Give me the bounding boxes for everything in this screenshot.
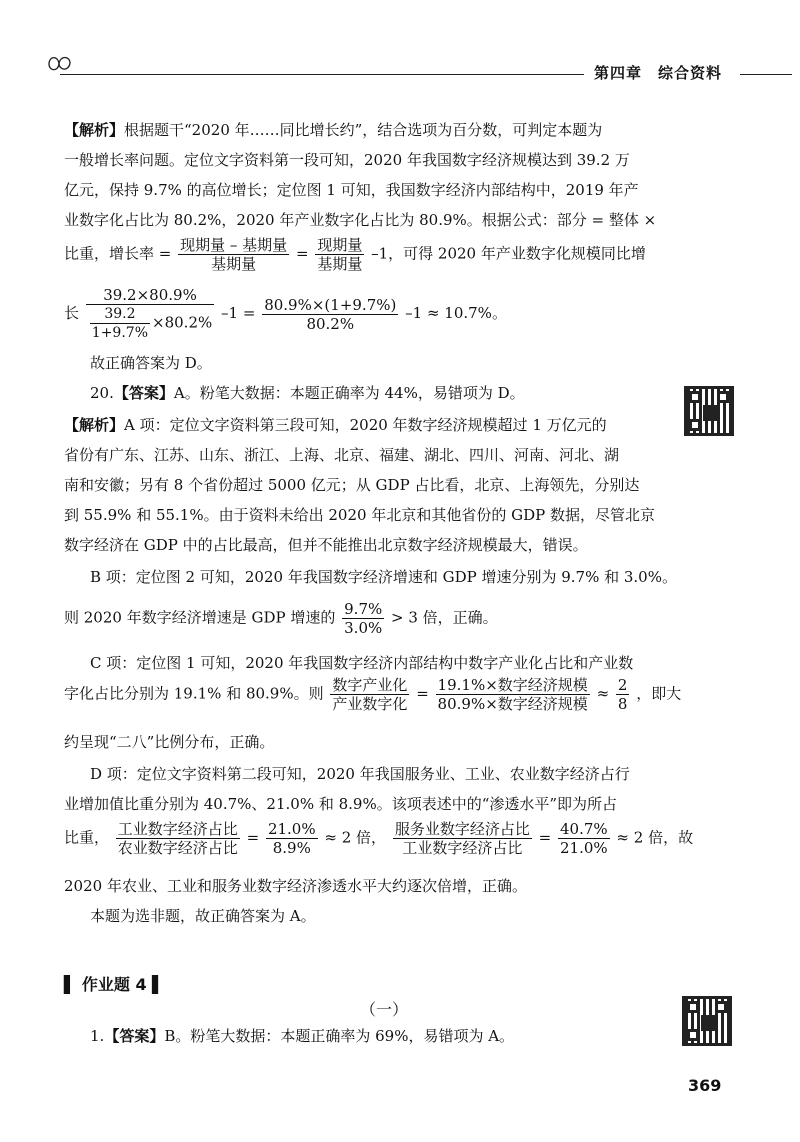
fraction: [616, 676, 630, 713]
text: > 3 倍，正确。: [391, 608, 498, 627]
fraction: [86, 286, 214, 342]
text: 字化占比分别为 19.1% 和 80.9%。则: [64, 684, 324, 703]
p1-line-7: 故正确答案为 D。: [90, 354, 212, 372]
chapter-title: 第四章 综合资料: [594, 64, 723, 82]
text: 比重，增长率 =: [64, 244, 172, 263]
text: =: [295, 244, 309, 263]
text: –1，可得 2020 年产业数字化规模同比增: [371, 244, 646, 263]
numerator: 39.2×80.9%: [86, 286, 214, 305]
denominator: [86, 305, 214, 342]
q20-d-line-3: 比重， $\frac{\text{工业数字经济占比}}{\text{农业数字经济占比}}$ = $\frac{21.0\%}{8.9\%}$ ≈ 2 倍， $\frac{\text{服务业数字经济占比}}{\text{工业数字经济占比}}$ = $\frac{40.7\%}{21.0\%}$ ≈ 2 倍，故: [64, 820, 694, 857]
q20-a-line-4: 到 55.9% 和 55.1%。由于资料未给出 2020 年北京和其他省份的 GDP 数据，尽管北京: [64, 506, 655, 524]
q20-d-line-4: 2020 年农业、工业和服务业数字经济渗透水平大约逐次倍增，正确。: [64, 877, 527, 895]
q20-a-line-3: 南和安徽；另有 8 个省份超过 5000 亿元；从 GDP 占比看，北京、上海领先，分别达: [64, 476, 640, 494]
numerator: 40.7%: [559, 820, 608, 838]
denominator: 工业数字经济占比: [402, 839, 523, 857]
text: ×80.2%: [152, 313, 213, 332]
q20-d-line-1: D 项：定位文字资料第二段可知，2020 年我国服务业、工业、农业数字经济占行: [90, 765, 630, 783]
text: A。粉笔大数据：本题正确率为 44%，易错项为 D。: [173, 384, 525, 402]
question-number: 20.: [90, 384, 114, 402]
answer-tag: 【答案】: [113, 384, 174, 402]
fraction: [342, 600, 384, 637]
p1-line-6-formula: [64, 286, 507, 342]
page-number: 369: [688, 1076, 722, 1095]
q20-c-line-2: 字化占比分别为 19.1% 和 80.9%。则 $\frac{\text{数字产业化}}{\text{产业数字化}}$ = $\frac{\text{19.1\%×数字经济规模}}{\text{80.9\%×数字经济规模}}$ ≈ $\frac{2}{8}$ ，即大: [64, 676, 682, 713]
numerator: 数字产业化: [332, 676, 408, 694]
denominator: 8: [617, 695, 628, 713]
q20-c-line-3: 约呈现“二八”比例分布，正确。: [64, 733, 275, 751]
numerator: 2: [617, 676, 628, 694]
p1-line-3: 亿元，保持 9.7% 的高位增长；定位图 1 可知，我国数字经济内部结构中，2019 年产: [64, 181, 639, 199]
q20-b-line-2: [64, 600, 498, 637]
q20-a-line-1: [64, 415, 607, 435]
q20-c-line-1: C 项：定位图 1 可知，2020 年我国数字经济内部结构中数字产业化占比和产业数: [90, 654, 634, 672]
denominator: 产业数字化: [332, 695, 408, 713]
numerator: 21.0%: [267, 820, 316, 838]
denominator: 21.0%: [559, 839, 608, 857]
q20-b-line-1: B 项：定位图 2 可知，2020 年我国数字经济增速和 GDP 增速分别为 9.7% 和 3.0%。: [90, 568, 677, 586]
fraction: [558, 820, 610, 857]
qr-code-icon: [684, 386, 734, 436]
denominator: 基期量: [211, 255, 257, 273]
text: –1 ≈ 10.7%。: [405, 304, 507, 322]
section-title: ▌ 作业题 4 ▌: [64, 975, 165, 994]
q20-a-line-2: 省份有广东、江苏、山东、浙江、上海、北京、福建、湖北、四川、河南、河北、湖: [64, 446, 620, 464]
text: ，即大: [636, 684, 682, 703]
q20-conclusion: 本题为选非题，故正确答案为 A。: [90, 907, 316, 925]
text: –1 =: [221, 304, 256, 322]
fraction: [436, 676, 590, 713]
p1-line-5-formula: [64, 236, 646, 273]
numerator: 80.9%×(1+9.7%): [264, 295, 397, 314]
denominator: 8.9%: [272, 839, 311, 857]
analysis-tag: 【解析】: [64, 121, 125, 139]
p1-line-4: 业数字化占比为 80.2%，2020 年产业数字化占比为 80.9%。根据公式：部分 = 整体 ×: [64, 211, 657, 229]
p1-line-2: 一般增长率问题。定位文字资料第一段可知，2020 年我国数字经济规模达到 39.2 万: [64, 151, 630, 169]
text: 长: [64, 304, 80, 322]
question-number: 1.: [90, 1027, 105, 1045]
header-rule: [60, 74, 584, 75]
denominator: 农业数字经济占比: [117, 839, 238, 857]
fraction: [266, 820, 318, 857]
numerator: 工业数字经济占比: [117, 820, 238, 838]
section-subtitle: （一）: [360, 1000, 409, 1019]
fraction: [90, 305, 150, 342]
denominator: 80.9%×数字经济规模: [437, 695, 588, 713]
leaf-logo-icon: [46, 52, 72, 74]
denominator: 基期量: [317, 255, 363, 273]
answer-tag: 【答案】: [104, 1027, 165, 1045]
denominator: 3.0%: [344, 619, 383, 637]
q20-answer: [90, 383, 525, 403]
denominator: 80.2%: [306, 314, 355, 333]
numerator: 39.2: [90, 305, 150, 324]
p1-line-1: [64, 120, 602, 140]
fraction: [116, 820, 240, 857]
q20-a-line-5: 数字经济在 GDP 中的占比最高，但并不能推出北京数字经济规模最大，错误。: [64, 536, 588, 554]
text: 则 2020 年数字经济增速是 GDP 增速的: [64, 608, 336, 627]
fraction: [262, 296, 398, 333]
numerator: 9.7%: [344, 600, 383, 618]
fraction: [330, 676, 409, 713]
text: 根据题干“2020 年……同比增长约”，结合选项为百分数，可判定本题为: [124, 121, 603, 139]
numerator: 现期量: [317, 236, 363, 254]
text: B。粉笔大数据：本题正确率为 69%，易错项为 A。: [164, 1027, 515, 1045]
text: ≈ 2 倍，: [324, 828, 387, 847]
fraction: [393, 820, 532, 857]
qr-code-icon: [682, 996, 732, 1046]
denominator: 1+9.7%: [91, 325, 149, 341]
fraction: [178, 236, 289, 273]
analysis-tag: 【解析】: [64, 416, 125, 434]
text: 比重，: [64, 828, 110, 847]
q20-d-line-2: 业增加值比重分别为 40.7%、21.0% 和 8.9%。该项表述中的“渗透水平”即为所占: [64, 795, 618, 813]
fraction: [315, 236, 364, 273]
text: ≈: [596, 684, 610, 703]
numerator: 服务业数字经济占比: [394, 820, 530, 838]
text: ≈ 2 倍，故: [616, 828, 694, 847]
numerator: 现期量 – 基期量: [180, 236, 288, 254]
numerator: 19.1%×数字经济规模: [437, 676, 588, 694]
header-rule-right: [740, 74, 792, 75]
text: A 项：定位文字资料第三段可知，2020 年数字经济规模超过 1 万亿元的: [124, 416, 607, 434]
q1-answer: [90, 1026, 514, 1046]
